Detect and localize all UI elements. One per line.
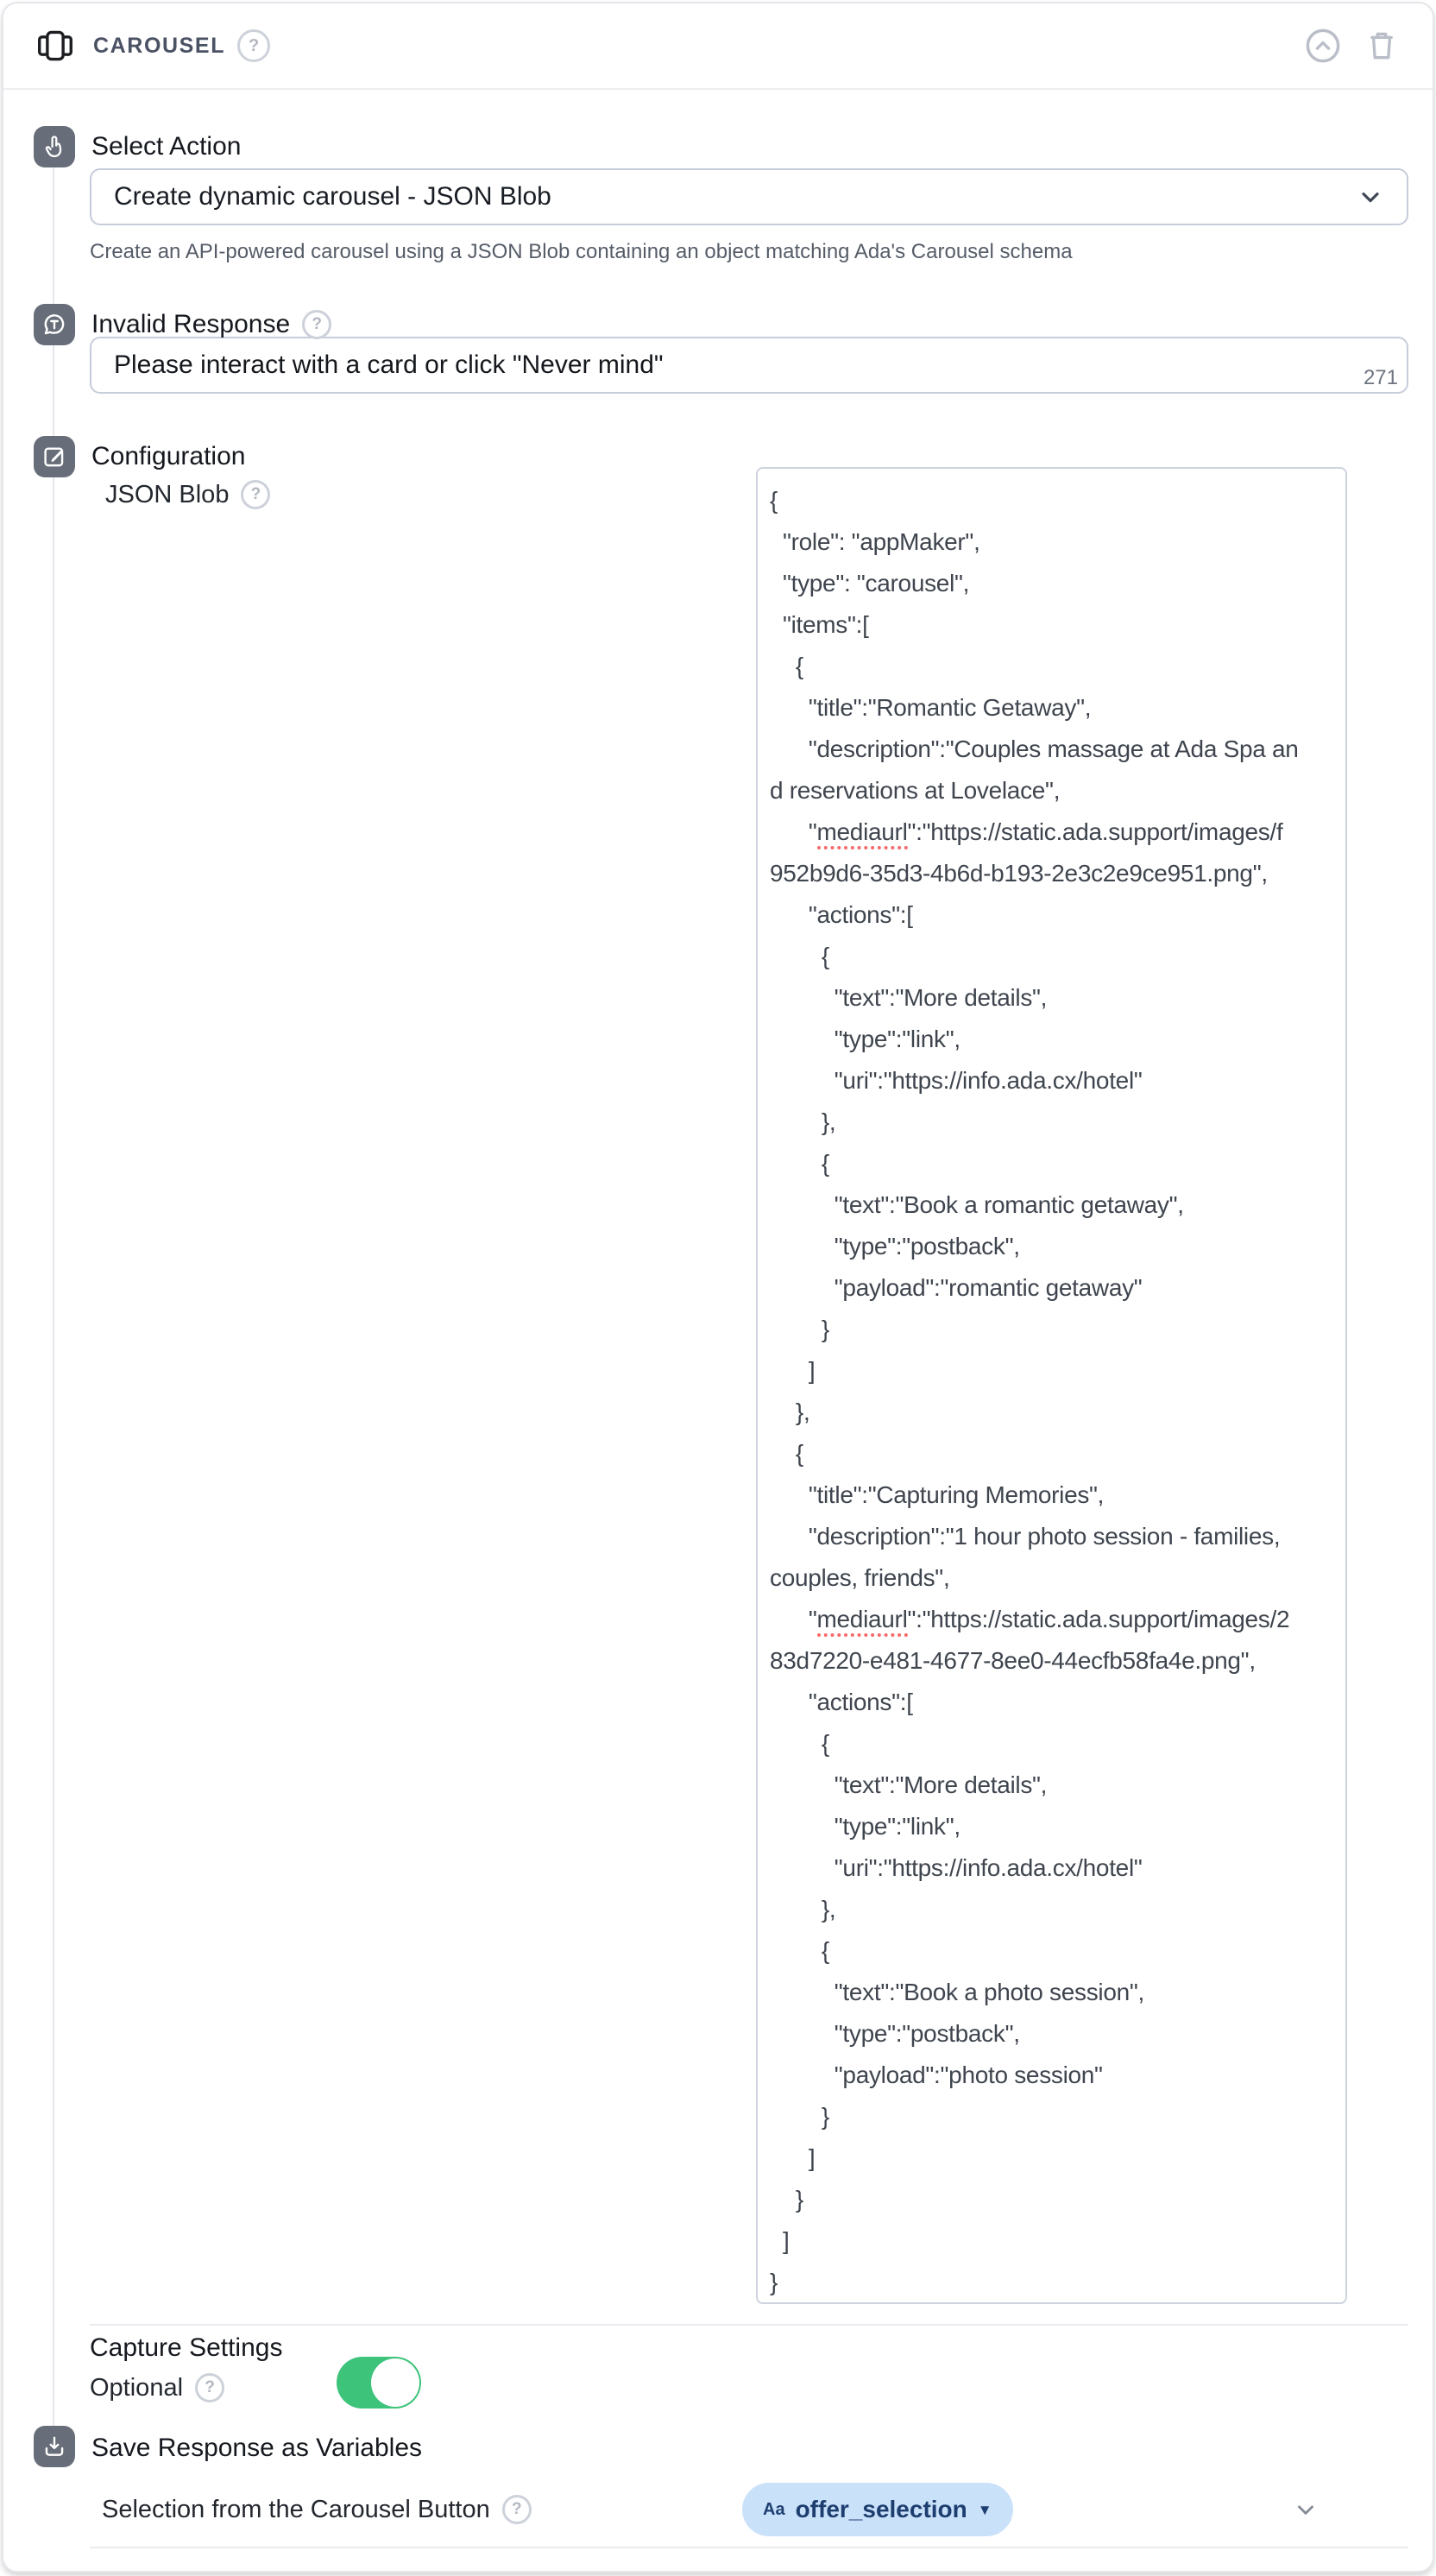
json-line: d reservations at Lovelace", [770, 777, 1061, 804]
optional-toggle[interactable] [337, 2357, 421, 2409]
section-connector-line [53, 167, 54, 2428]
collapse-icon[interactable] [1303, 26, 1343, 66]
json-line: "uri":"https://info.ada.cx/hotel" [770, 1067, 1143, 1094]
json-line: "actions":[ [770, 1689, 913, 1715]
json-line: 952b9d6-35d3-4b6d-b193-2e3c2e9ce951.png", [770, 860, 1268, 887]
json-blob-content [770, 480, 1333, 2303]
json-line: "uri":"https://info.ada.cx/hotel" [770, 1854, 1143, 1881]
json-line: "type":"link", [770, 1026, 960, 1052]
json-line: "mediaurl":"https://static.ada.support/images/2 [770, 1599, 1333, 1640]
help-icon[interactable]: ? [302, 310, 331, 339]
invalid-response-section-icon [34, 304, 75, 345]
invalid-response-input[interactable] [90, 337, 1408, 394]
caret-down-icon: ▼ [977, 2501, 992, 2518]
help-icon[interactable]: ? [195, 2373, 224, 2402]
variable-name: offer_selection [795, 2496, 967, 2522]
divider [90, 2547, 1408, 2548]
select-action-label: Select Action [91, 132, 242, 161]
block-title: CAROUSEL [93, 33, 226, 58]
configuration-section-icon [34, 436, 75, 477]
json-line: } [770, 2186, 803, 2213]
block-header [3, 3, 1433, 90]
json-line: ] [770, 2227, 790, 2254]
json-line: }, [770, 1398, 810, 1425]
help-icon[interactable]: ? [502, 2495, 532, 2524]
edit-square-icon [41, 443, 68, 470]
carousel-icon [36, 27, 74, 65]
chevron-down-icon [1357, 183, 1384, 211]
json-line: } [770, 2103, 829, 2130]
json-line: "actions":[ [770, 901, 913, 928]
select-action-section-icon [34, 126, 75, 167]
json-line: "type":"link", [770, 1813, 960, 1840]
invalid-response-label: Invalid Response ? [91, 309, 331, 340]
json-line: { [770, 1730, 829, 1757]
json-line: "payload":"photo session" [770, 2061, 1103, 2088]
json-line: "payload":"romantic getaway" [770, 1274, 1143, 1301]
chevron-down-icon[interactable] [1291, 2497, 1320, 2522]
json-line: "role": "appMaker", [770, 528, 980, 555]
carousel-selection-row-label: Selection from the Carousel Button ? [102, 2493, 532, 2526]
json-line: 83d7220-e481-4677-8ee0-44ecfb58fa4e.png", [770, 1647, 1256, 1674]
json-line: "title":"Romantic Getaway", [770, 694, 1092, 721]
json-line: { [770, 943, 829, 969]
help-icon[interactable]: ? [241, 480, 270, 509]
action-select-value: Create dynamic carousel - JSON Blob [114, 182, 551, 211]
save-response-label: Save Response as Variables [91, 2434, 422, 2462]
json-line: ] [770, 1357, 816, 1384]
json-line: { [770, 1937, 829, 1964]
trash-icon[interactable] [1364, 26, 1400, 66]
json-line: "text":"Book a romantic getaway", [770, 1191, 1184, 1218]
divider [90, 2324, 1408, 2326]
json-line: "text":"More details", [770, 1771, 1048, 1798]
json-line: "type":"postback", [770, 1233, 1020, 1260]
json-line: "description":"1 hour photo session - families, [770, 1523, 1281, 1550]
json-line: }, [770, 1108, 836, 1135]
save-arrow-icon [41, 2433, 68, 2460]
json-line: "mediaurl":"https://static.ada.support/images/f [770, 811, 1333, 853]
json-line: { [770, 487, 778, 514]
json-line: "items":[ [770, 611, 869, 638]
json-line: { [770, 1440, 803, 1467]
json-line: { [770, 1150, 829, 1177]
capture-settings-label: Capture Settings [90, 2333, 283, 2362]
json-line: }, [770, 1896, 836, 1923]
help-icon[interactable]: ? [237, 29, 270, 62]
json-line: "text":"More details", [770, 984, 1048, 1011]
toggle-knob [371, 2358, 419, 2407]
invalid-response-value: Please interact with a card or click "Never mind" [114, 350, 664, 379]
json-line: "title":"Capturing Memories", [770, 1481, 1105, 1508]
json-line: couples, friends", [770, 1564, 950, 1591]
json-line: { [770, 653, 803, 679]
json-line: "text":"Book a photo session", [770, 1979, 1144, 2005]
json-line: ] [770, 2144, 816, 2171]
optional-label: Optional ? [90, 2372, 224, 2403]
action-select[interactable] [90, 168, 1408, 225]
tap-icon [41, 133, 68, 161]
json-line: "type": "carousel", [770, 570, 970, 597]
json-line: "type":"postback", [770, 2020, 1020, 2047]
json-line: } [770, 2269, 778, 2295]
message-bubble-t-icon [41, 311, 68, 338]
configuration-label: Configuration [91, 442, 246, 470]
save-response-section-icon [34, 2426, 75, 2467]
char-count: 271 [1363, 366, 1398, 389]
misspelled-word: mediaurl [817, 1606, 908, 1637]
json-line: "description":"Couples massage at Ada Spa an [770, 736, 1299, 762]
misspelled-word: mediaurl [817, 818, 908, 849]
json-blob-label: JSON Blob ? [105, 479, 270, 510]
variable-type-indicator: Aa [763, 2499, 785, 2519]
carousel-block-card [2, 2, 1434, 2573]
variable-chip[interactable] [742, 2483, 1013, 2536]
action-help-text: Create an API-powered carousel using a JSON Blob containing an object matching Ada's Carousel schema [90, 240, 1073, 263]
json-line: } [770, 1316, 829, 1342]
json-blob-textarea[interactable] [756, 467, 1347, 2304]
